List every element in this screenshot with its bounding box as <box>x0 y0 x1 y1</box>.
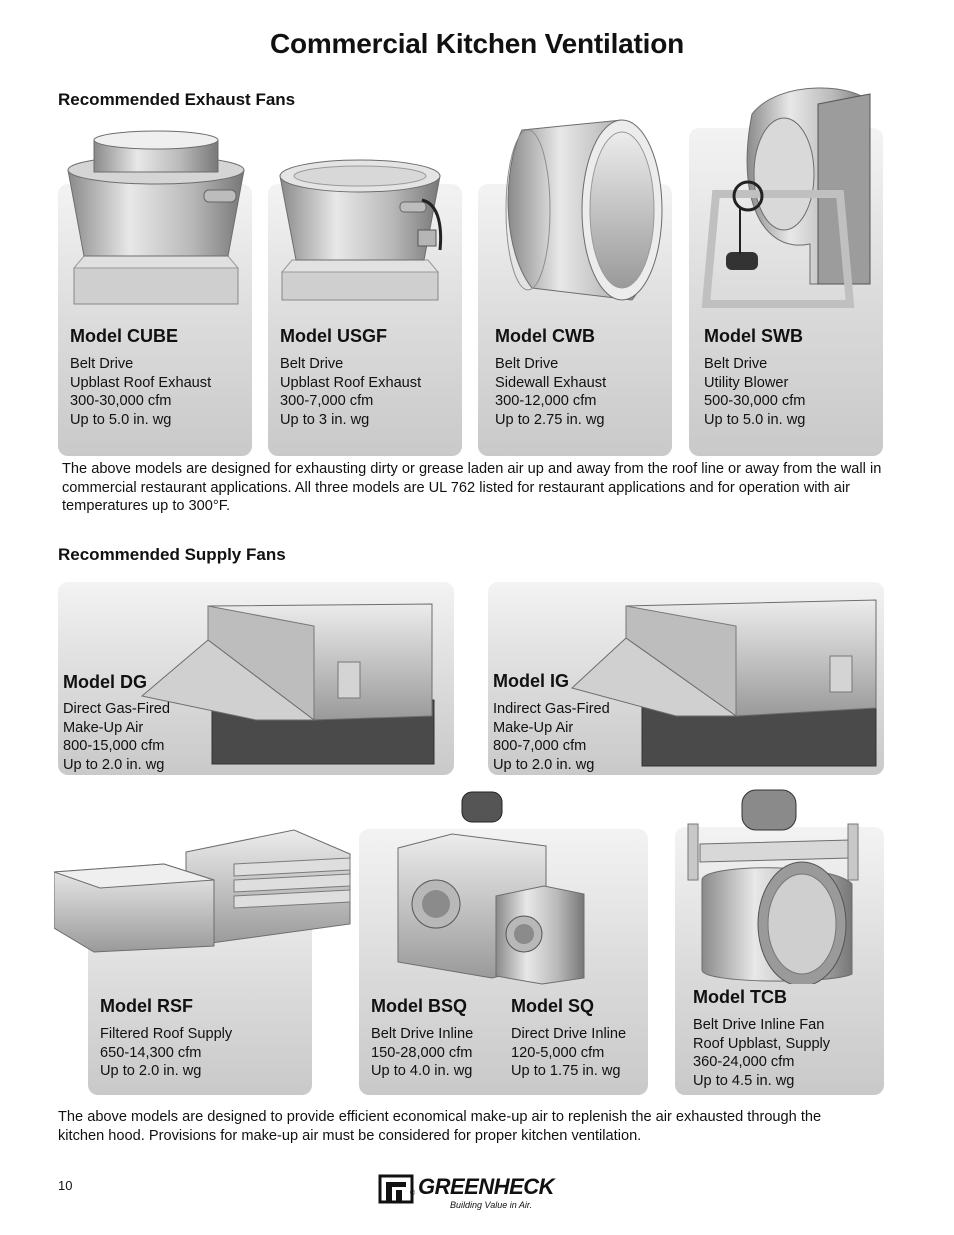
spec-line: Belt Drive <box>704 356 768 372</box>
spec-line: Direct Drive Inline <box>511 1026 627 1042</box>
spec-line: 120-5,000 cfm <box>511 1044 605 1061</box>
spec-line: Up to 4.5 in. wg <box>693 1072 795 1089</box>
spec-line: Belt Drive Inline <box>371 1026 474 1042</box>
spec-line: Belt Drive <box>495 356 559 372</box>
model-title-usgf: Model USGF <box>280 326 387 346</box>
usgf-fan-image <box>272 140 450 305</box>
model-specs-sq <box>511 1025 626 1081</box>
supply-heading: Recommended Supply Fans <box>58 545 286 564</box>
spec-line: 360-24,000 cfm <box>693 1054 795 1071</box>
spec-line: Direct Gas-Fired <box>63 701 171 717</box>
spec-line: 500-30,000 cfm <box>704 393 806 410</box>
model-title-cwb: Model CWB <box>495 326 595 346</box>
model-specs-usgf <box>280 355 421 429</box>
supply-note: The above models are designed to provide efficient economical make-up air to replenish the air exhausted through the kitchen hood. Provisions for make-up air must be considered for proper kitchen ventilation. <box>58 1109 822 1144</box>
model-specs-cwb <box>495 355 606 429</box>
logo-tagline: Building Value in Air. <box>450 1200 533 1210</box>
model-title-bsq: Model BSQ <box>371 996 468 1016</box>
spec-line: Upblast Roof Exhaust <box>280 374 422 391</box>
spec-line: Up to 3 in. wg <box>280 411 370 428</box>
model-specs-swb <box>704 355 805 429</box>
exhaust-heading: Recommended Exhaust Fans <box>58 90 296 109</box>
model-specs-rsf <box>100 1025 232 1081</box>
spec-line: Filtered Roof Supply <box>100 1026 233 1042</box>
spec-line: 650-14,300 cfm <box>100 1044 202 1061</box>
exhaust-note: The above models are designed for exhausting dirty or grease laden air up and away from the roof line or away from the wall in commercial restaurant applications. All three models are UL 762 listed for restaurant applications and for operation with air temperatures up to 300°F. <box>62 461 882 515</box>
model-title-sq: Model SQ <box>511 996 595 1016</box>
model-title-ig: Model IG <box>493 671 569 691</box>
logo-wordmark: GREENHECK <box>418 1174 555 1199</box>
greenheck-logo-mark-icon <box>378 1174 414 1204</box>
model-specs-tcb <box>693 1016 830 1090</box>
spec-line: 150-28,000 cfm <box>371 1044 473 1061</box>
spec-line: 800-15,000 cfm <box>63 738 165 755</box>
page-number: 10 <box>58 1178 73 1193</box>
spec-line: Sidewall Exhaust <box>495 374 607 391</box>
spec-line: Belt Drive <box>280 356 344 372</box>
rsf-fan-image <box>54 824 354 974</box>
model-specs-dg <box>63 700 170 774</box>
model-specs-ig <box>493 700 610 774</box>
dg-fan-image <box>136 600 438 770</box>
spec-line: Up to 2.75 in. wg <box>495 411 605 428</box>
spec-line: 300-30,000 cfm <box>70 393 172 410</box>
logo-registered: ® <box>410 1190 416 1197</box>
ig-fan-image <box>566 592 880 770</box>
spec-line: Make-Up Air <box>63 719 144 736</box>
spec-line: Roof Upblast, Supply <box>693 1035 831 1052</box>
cube-fan-image <box>62 128 250 308</box>
tcb-fan-image <box>682 784 868 984</box>
page-title: Commercial Kitchen Ventilation <box>269 28 685 59</box>
model-specs-bsq <box>371 1025 473 1081</box>
model-title-cube: Model CUBE <box>70 326 178 346</box>
spec-line: Up to 5.0 in. wg <box>704 411 806 428</box>
model-title-rsf: Model RSF <box>100 996 193 1016</box>
spec-line: Up to 1.75 in. wg <box>511 1063 621 1080</box>
spec-line: Indirect Gas-Fired <box>493 701 610 717</box>
spec-line: Up to 2.0 in. wg <box>493 756 595 773</box>
bsq-sq-fan-image <box>392 786 592 986</box>
spec-line: 300-7,000 cfm <box>280 393 374 410</box>
model-title-swb: Model SWB <box>704 326 803 346</box>
spec-line: Belt Drive <box>70 356 134 372</box>
spec-line: Up to 2.0 in. wg <box>100 1063 202 1080</box>
model-specs-cube <box>70 355 211 429</box>
spec-line: Make-Up Air <box>493 719 574 736</box>
model-title-tcb: Model TCB <box>693 987 787 1007</box>
swb-fan-image <box>700 84 880 314</box>
spec-line: 300-12,000 cfm <box>495 393 597 410</box>
spec-line: 800-7,000 cfm <box>493 738 587 755</box>
spec-line: Up to 2.0 in. wg <box>63 756 165 773</box>
model-title-dg: Model DG <box>63 672 147 692</box>
cwb-fan-image <box>492 100 672 310</box>
spec-line: Up to 5.0 in. wg <box>70 411 172 428</box>
spec-line: Utility Blower <box>704 374 789 391</box>
spec-line: Up to 4.0 in. wg <box>371 1063 473 1080</box>
spec-line: Upblast Roof Exhaust <box>70 374 212 391</box>
spec-line: Belt Drive Inline Fan <box>693 1017 825 1033</box>
